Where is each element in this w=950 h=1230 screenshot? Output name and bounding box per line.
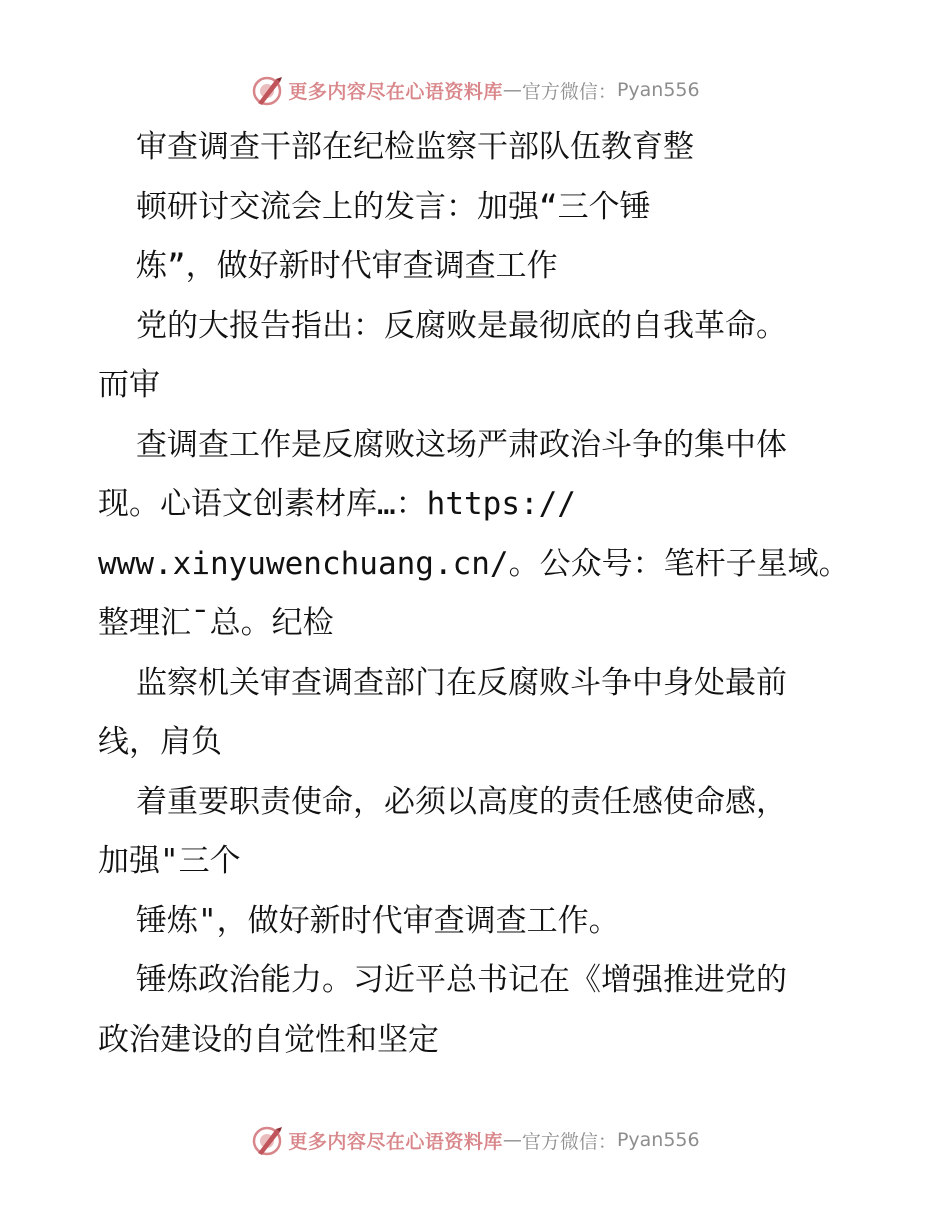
footer-banner (0, 1120, 950, 1160)
text-line: 整理汇¯总。纪检 (98, 605, 334, 641)
text-line: 查调查工作是反腐败这场严肃政治斗争的集中体 (136, 426, 787, 463)
wechat-label: 官方微信： (521, 80, 617, 103)
text-line: 加强"三个 (98, 843, 241, 879)
text-line: 线，肩负 (98, 724, 222, 760)
promo-text: 更多内容尽在心语资料库 (288, 1130, 503, 1153)
header-banner (0, 70, 950, 110)
pen-logo-icon (250, 1123, 284, 1157)
promo-text: 更多内容尽在心语资料库 (288, 80, 503, 103)
wechat-id: Pyan556 (616, 1129, 700, 1151)
wechat-label: 官方微信： (521, 1130, 617, 1153)
text-line: 而审 (98, 367, 160, 403)
pen-logo-icon (250, 73, 284, 107)
text-line: 党的大报告指出：反腐败是最彻底的自我革命。 (136, 307, 787, 344)
text-line: 着重要职责使命，必须以高度的责任感使命感， (136, 783, 787, 820)
wechat-id: Pyan556 (616, 79, 700, 101)
text-line: 监察机关审查调查部门在反腐败斗争中身处最前 (136, 664, 787, 701)
dash: — (502, 79, 522, 101)
text-line: 审查调查干部在纪检监察干部队伍教育整 (136, 129, 694, 165)
dash: — (502, 1129, 522, 1151)
text-line: 锤炼"，做好新时代审查调查工作。 (136, 902, 620, 939)
text-line: 锤炼政治能力。习近平总书记在《增强推进党的 (136, 962, 787, 998)
text-line: 现。心语文创素材库…：https:// (98, 486, 576, 522)
text-line: 政治建设的自觉性和坚定 (98, 1021, 439, 1058)
text-line: 炼”，做好新时代审查调查工作 (136, 248, 558, 284)
text-line: www.xinyuwenchuang.cn/。公众号：笔杆子星域。 (98, 545, 850, 582)
document-body (98, 118, 868, 1070)
text-line: 顿研讨交流会上的发言：加强“三个锤 (136, 188, 651, 225)
